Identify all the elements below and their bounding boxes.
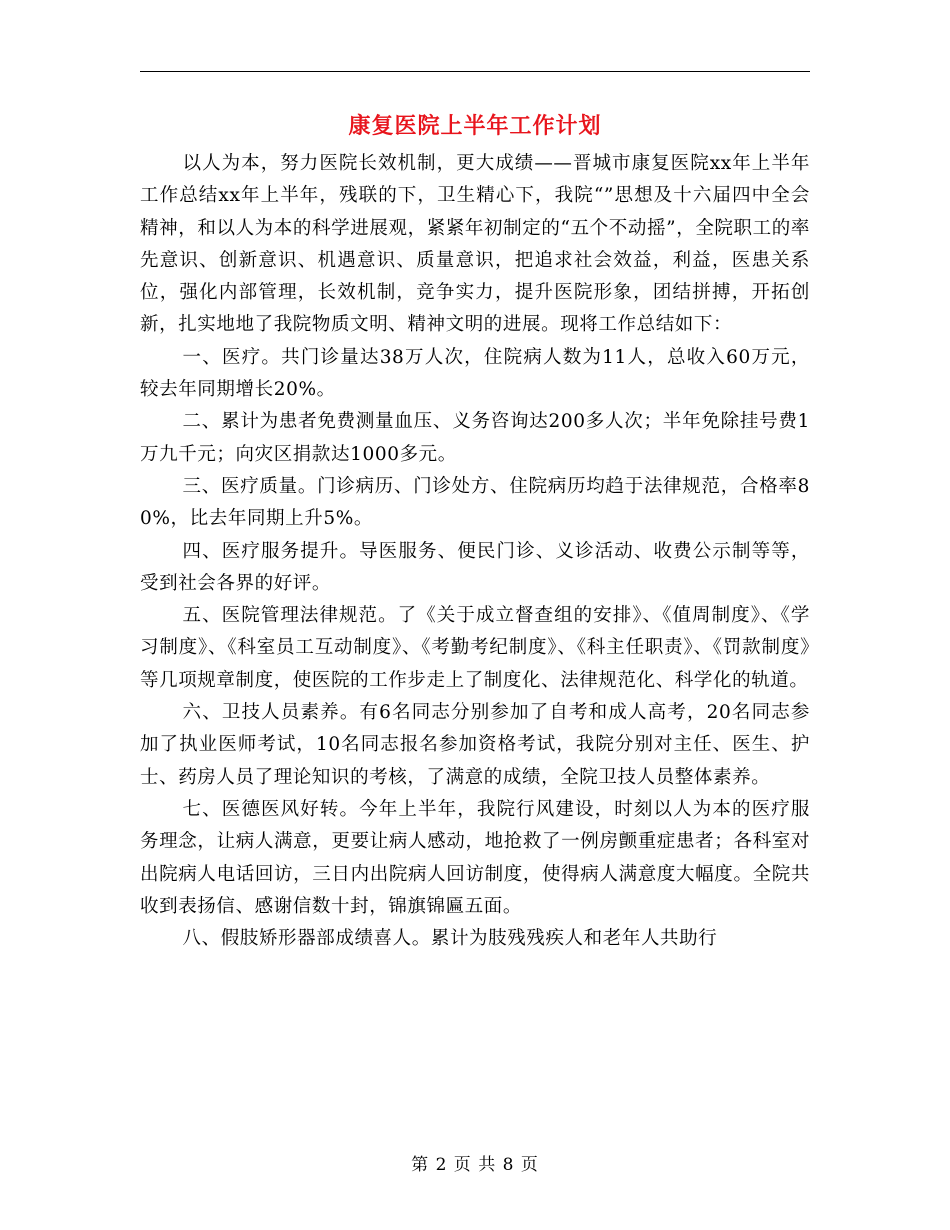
paragraph-staff-quality: 六、卫技人员素养。有6名同志分别参加了自考和成人高考，20名同志参加了执业医师考试，10名同志报名参加资格考试，我院分别对主任、医生、护士、药房人员了理论知识的考核，了满意的成绩，全院卫技人员整体素养。 bbox=[140, 702, 810, 788]
document-body bbox=[140, 148, 810, 955]
header-rule bbox=[140, 71, 810, 72]
document-title: 康复医院上半年工作计划 bbox=[348, 113, 602, 139]
paragraph-medical-ethics: 七、医德医风好转。今年上半年，我院行风建设，时刻以人为本的医疗服务理念，让病人满意，更要让病人感动，地抢救了一例房颤重症患者；各科室对出院病人电话回访，三日内出院病人回访制度，使得病人满意度大幅度。全院共收到表扬信、感谢信数十封，锦旗锦匾五面。 bbox=[140, 798, 810, 917]
paragraph-service-improvement: 四、医疗服务提升。导医服务、便民门诊、义诊活动、收费公示制等等，受到社会各界的好评。 bbox=[140, 540, 810, 594]
paragraph-free-service: 二、累计为患者免费测量血压、义务咨询达200多人次；半年免除挂号费1万九千元；向灾区捐款达1000多元。 bbox=[140, 411, 810, 465]
paragraph-management: 五、医院管理法律规范。了《关于成立督查组的安排》、《值周制度》、《学习制度》、《科室员工互动制度》、《考勤考纪制度》、《科主任职责》、《罚款制度》等几项规章制度，使医院的工作步走上了制度化、法律规范化、科学化的轨道。 bbox=[140, 605, 810, 691]
paragraph-prosthetics: 八、假肢矫形器部成绩喜人。累计为肢残残疾人和老年人共助行 bbox=[182, 928, 718, 950]
paragraph-medical: 一、医疗。共门诊量达38万人次，住院病人数为11人，总收入60万元，较去年同期增长20%。 bbox=[140, 346, 810, 401]
page-number: 第 2 页 共 8 页 bbox=[411, 1155, 539, 1175]
paragraph-quality: 三、医疗质量。门诊病历、门诊处方、住院病历均趋于法律规范，合格率80%，比去年同期上升5%。 bbox=[140, 475, 810, 530]
paragraph-intro: 以人为本，努力医院长效机制，更大成绩——晋城市康复医院xx年上半年工作总结xx年上半年，残联的下，卫生精心下，我院“”思想及十六届四中全会精神，和以人为本的科学进展观，紧紧年初制定的“五个不动摇”，全院职工的率先意识、创新意识、机遇意识、质量意识，把追求社会效益，利益，医患关系位，强化内部管理，长效机制，竞争实力，提升医院形象，团结拼搏，开拓创新，扎实地地了我院物质文明、精神文明的进展。现将工作总结如下： bbox=[140, 153, 810, 336]
